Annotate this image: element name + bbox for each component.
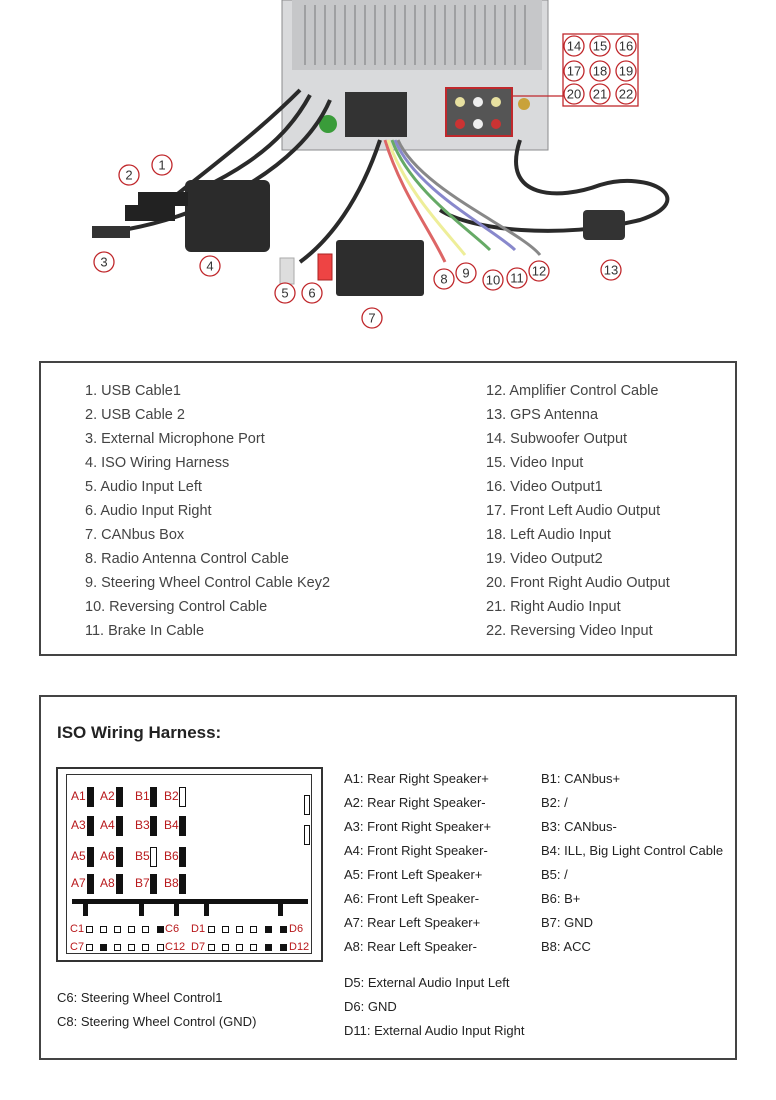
pin-bar — [179, 816, 186, 836]
pin-square-filled — [265, 926, 272, 933]
pin-square — [222, 944, 229, 951]
pin-bar-open — [150, 847, 157, 867]
rca-right — [318, 254, 332, 280]
pin-label: A4 — [100, 818, 115, 832]
iso-harness-plug — [185, 180, 270, 252]
callout-3: 3 — [100, 254, 108, 270]
pin-square-filled — [280, 926, 287, 933]
pin-label: B6 — [164, 849, 179, 863]
pin-desc: B6: B+ — [541, 891, 581, 906]
pin-bar — [87, 847, 94, 867]
pin-bar — [150, 787, 157, 807]
pin-square — [208, 944, 215, 951]
callout-16: 16 — [618, 38, 634, 54]
callout-14: 14 — [566, 38, 582, 54]
divider-tick — [139, 902, 144, 916]
pin-label: B3 — [135, 818, 150, 832]
pin-bar — [87, 787, 94, 807]
connector-outline — [66, 774, 312, 954]
divider-tick — [174, 902, 179, 916]
pin-bar — [116, 874, 123, 894]
legend-item: 11. Brake In Cable — [85, 623, 205, 639]
callout-22: 22 — [618, 86, 634, 102]
pin-square — [222, 926, 229, 933]
pin-square — [114, 926, 121, 933]
legend-item: 8. Radio Antenna Control Cable — [85, 551, 289, 567]
pin-desc: A3: Front Right Speaker+ — [344, 819, 492, 834]
mic-plug — [92, 226, 130, 238]
legend-item: 5. Audio Input Left — [85, 479, 202, 495]
iso-wiring-box — [39, 695, 737, 1060]
pin-label: A5 — [71, 849, 86, 863]
legend-item: 12. Amplifier Control Cable — [486, 383, 659, 399]
pin-label: C12 — [165, 941, 186, 953]
pin-bar — [116, 816, 123, 836]
callout-1: 1 — [158, 157, 166, 173]
pin-desc: A2: Rear Right Speaker- — [344, 795, 486, 810]
legend-item: 6. Audio Input Right — [85, 503, 212, 519]
pin-square — [114, 944, 121, 951]
legend-item: 15. Video Input — [486, 455, 584, 471]
pin-label: B4 — [164, 818, 179, 832]
pin-square — [100, 926, 107, 933]
head-unit — [282, 0, 548, 150]
legend-item: 3. External Microphone Port — [85, 431, 265, 447]
pin-square-filled — [100, 944, 107, 951]
pin-label: B2 — [164, 789, 179, 803]
legend-item: 22. Reversing Video Input — [486, 623, 653, 639]
pin-label: B1 — [135, 789, 150, 803]
callout-10: 10 — [485, 272, 501, 288]
usb-plug-2 — [125, 205, 175, 221]
pin-label: D1 — [191, 923, 206, 935]
pin-square — [157, 944, 164, 951]
callout-12: 12 — [531, 263, 547, 279]
pin-square — [208, 926, 215, 933]
legend-item: 2. USB Cable 2 — [85, 407, 185, 423]
d-pin-list — [344, 974, 524, 1046]
legend-item: 7. CANbus Box — [85, 527, 185, 543]
pin-bar — [87, 816, 94, 836]
connector-latch — [304, 795, 310, 815]
pin-bar-open — [179, 787, 186, 807]
pin-label: B8 — [164, 876, 179, 890]
legend-item: 1. USB Cable1 — [85, 383, 181, 399]
iso-connector-diagram — [56, 767, 323, 962]
pin-label: A8 — [100, 876, 115, 890]
callout-7: 7 — [368, 310, 376, 326]
connector-latch — [304, 825, 310, 845]
pin-label: A7 — [71, 876, 86, 890]
pin-label: D7 — [191, 941, 206, 953]
legend-item: 20. Front Right Audio Output — [486, 575, 670, 591]
pin-bar — [116, 787, 123, 807]
legend-list-right — [486, 381, 670, 645]
pin-square — [128, 926, 135, 933]
callout-13: 13 — [603, 262, 619, 278]
pin-label: D12 — [289, 941, 310, 953]
pin-bar — [150, 874, 157, 894]
a-pin-list — [344, 770, 491, 962]
legend-box — [39, 361, 737, 656]
pin-desc: B8: ACC — [541, 939, 591, 954]
pin-desc: A5: Front Left Speaker+ — [344, 867, 483, 882]
connector-divider — [72, 899, 308, 904]
callout-11: 11 — [510, 270, 524, 286]
callout-15: 15 — [592, 38, 608, 54]
pin-label: C7 — [70, 941, 85, 953]
legend-item: 17. Front Left Audio Output — [486, 503, 661, 519]
c6-note: C6: Steering Wheel Control1 — [57, 990, 223, 1005]
pin-desc: A7: Rear Left Speaker+ — [344, 915, 481, 930]
pin-label: A1 — [71, 789, 86, 803]
rca-left — [280, 258, 294, 284]
divider-tick — [278, 902, 283, 916]
pin-square-filled — [280, 944, 287, 951]
pin-square — [86, 944, 93, 951]
gps-antenna — [583, 210, 625, 240]
divider-tick — [204, 902, 209, 916]
wiring-photo — [0, 0, 776, 345]
legend-item: 19. Video Output2 — [486, 551, 603, 567]
callout-9: 9 — [462, 265, 470, 281]
pin-label: C1 — [70, 923, 85, 935]
callout-19: 19 — [618, 63, 634, 79]
pin-square — [236, 944, 243, 951]
canbus-box — [336, 240, 424, 296]
callout-20: 20 — [566, 86, 582, 102]
callout-2: 2 — [125, 167, 133, 183]
pin-desc: A1: Rear Right Speaker+ — [344, 771, 489, 786]
legend-item: 9. Steering Wheel Control Cable Key2 — [85, 575, 331, 591]
pin-square-filled — [157, 926, 164, 933]
callout-6: 6 — [308, 285, 316, 301]
pin-square — [142, 944, 149, 951]
pin-label: A3 — [71, 818, 86, 832]
pin-label: A6 — [100, 849, 115, 863]
pin-desc: B1: CANbus+ — [541, 771, 621, 786]
pin-square-filled — [265, 944, 272, 951]
pin-square — [250, 926, 257, 933]
legend-item: 10. Reversing Control Cable — [85, 599, 268, 615]
usb-plug-1 — [138, 192, 188, 206]
pin-desc: A8: Rear Left Speaker- — [344, 939, 477, 954]
callout-18: 18 — [592, 63, 608, 79]
legend-item: 4. ISO Wiring Harness — [85, 455, 230, 471]
divider-tick — [83, 902, 88, 916]
callout-21: 21 — [592, 86, 608, 102]
pin-label: A2 — [100, 789, 115, 803]
callout-8: 8 — [440, 271, 448, 287]
pin-desc: D11: External Audio Input Right — [344, 1023, 525, 1038]
pin-desc: B7: GND — [541, 915, 594, 930]
legend-item: 14. Subwoofer Output — [486, 431, 628, 447]
pin-bar — [116, 847, 123, 867]
pin-desc: A4: Front Right Speaker- — [344, 843, 488, 858]
pin-desc: B3: CANbus- — [541, 819, 617, 834]
b-pin-list — [541, 770, 723, 962]
callout-4: 4 — [206, 258, 214, 274]
pin-desc: A6: Front Left Speaker- — [344, 891, 480, 906]
callout-17: 17 — [566, 63, 582, 79]
pin-bar — [87, 874, 94, 894]
pin-square — [236, 926, 243, 933]
pin-square — [142, 926, 149, 933]
c8-note: C8: Steering Wheel Control (GND) — [57, 1014, 257, 1029]
pin-square — [128, 944, 135, 951]
legend-item: 21. Right Audio Input — [486, 599, 621, 615]
pin-label: B7 — [135, 876, 150, 890]
pin-square — [250, 944, 257, 951]
pin-desc: D6: GND — [344, 999, 397, 1014]
iso-title: ISO Wiring Harness: — [57, 723, 222, 742]
pin-label: D6 — [289, 923, 304, 935]
pin-desc: D5: External Audio Input Left — [344, 975, 510, 990]
pin-desc: B5: / — [541, 867, 568, 882]
legend-item: 18. Left Audio Input — [486, 527, 611, 543]
legend-item: 16. Video Output1 — [486, 479, 603, 495]
legend-list-left — [85, 381, 330, 645]
pin-bar — [179, 874, 186, 894]
pin-desc: B2: / — [541, 795, 568, 810]
pin-desc: B4: ILL, Big Light Control Cable — [541, 843, 724, 858]
pin-bar — [179, 847, 186, 867]
pin-label: B5 — [135, 849, 150, 863]
legend-item: 13. GPS Antenna — [486, 407, 599, 423]
pin-square — [86, 926, 93, 933]
pin-label: C6 — [165, 923, 180, 935]
pin-bar — [150, 816, 157, 836]
callout-5: 5 — [281, 285, 289, 301]
